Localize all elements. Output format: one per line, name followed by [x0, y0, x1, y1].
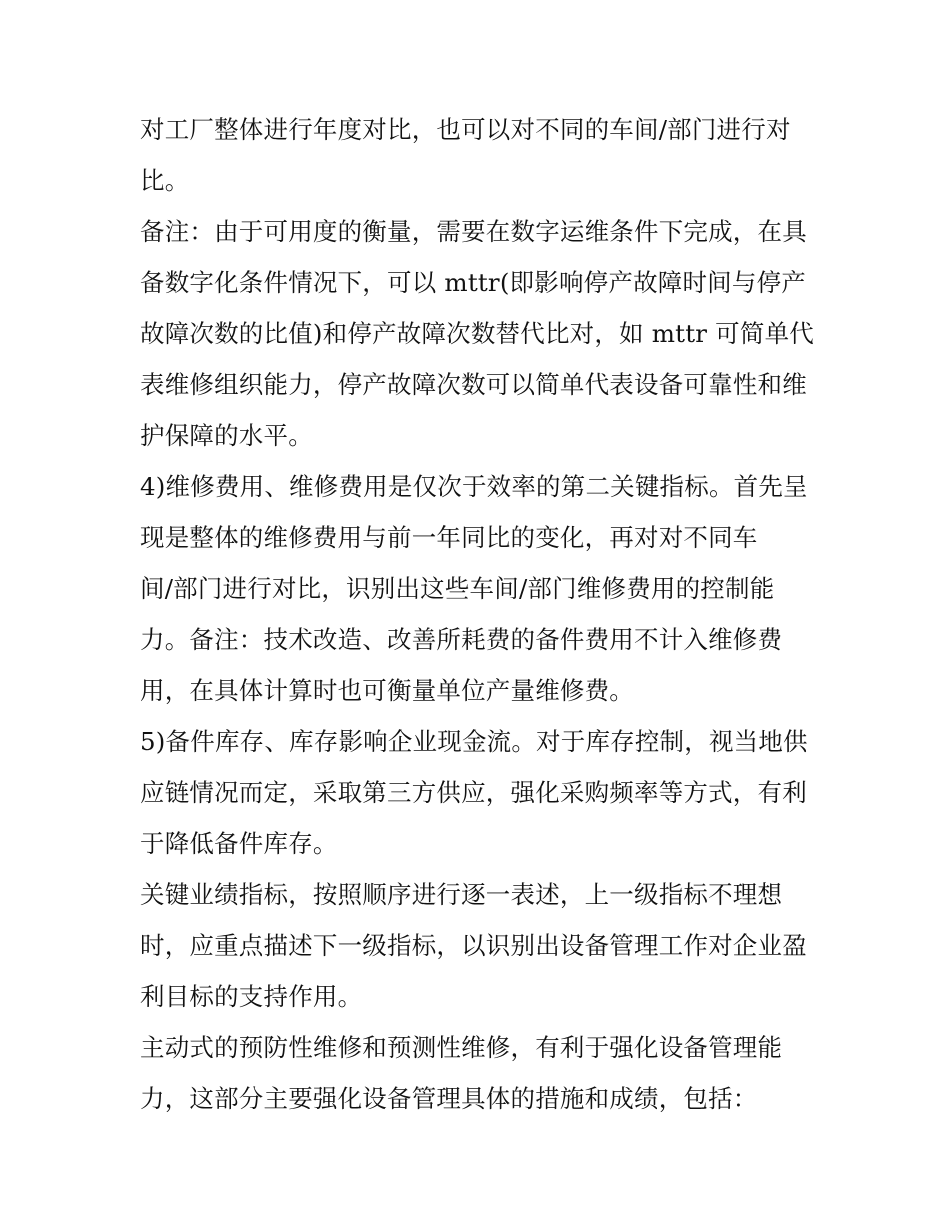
text-line: 力，这部分主要强化设备管理具体的措施和成绩，包括： [140, 1084, 758, 1113]
text-line: 比。 [140, 166, 190, 195]
text-line: 故障次数的比值)和停产故障次数替代比对，如 mttr 可简单代 [140, 319, 814, 348]
text-line: 力。备注：技术改造、改善所耗费的备件费用不计入维修费 [140, 625, 783, 654]
text-line: 于降低备件库存。 [140, 829, 338, 858]
text-line: 5)备件库存、库存影响企业现金流。对于库存控制，视当地供 [140, 727, 808, 756]
text-line: 备数字化条件情况下，可以 mttr(即影响停产故障时间与停产 [140, 268, 806, 297]
text-line: 表维修组织能力，停产故障次数可以简单代表设备可靠性和维 [140, 370, 807, 399]
text-line: 用，在具体计算时也可衡量单位产量维修费。 [140, 676, 634, 705]
text-line: 关键业绩指标，按照顺序进行逐一表述，上一级指标不理想 [140, 880, 783, 909]
text-line: 应链情况而定，采取第三方供应，强化采购频率等方式，有利 [140, 778, 807, 807]
text-line: 备注：由于可用度的衡量，需要在数字运维条件下完成，在具 [140, 217, 807, 246]
text-line: 时，应重点描述下一级指标，以识别出设备管理工作对企业盈 [140, 931, 807, 960]
text-line: 现是整体的维修费用与前一年同比的变化，再对对不同车 [140, 523, 758, 552]
text-line: 护保障的水平。 [140, 421, 313, 450]
text-line: 4)维修费用、维修费用是仅次于效率的第二关键指标。首先呈 [140, 472, 808, 501]
text-line: 间/部门进行对比，识别出这些车间/部门维修费用的控制能 [140, 574, 775, 603]
text-line: 对工厂整体进行年度对比，也可以对不同的车间/部门进行对 [140, 115, 791, 144]
text-line: 利目标的支持作用。 [140, 982, 363, 1011]
text-line: 主动式的预防性维修和预测性维修，有利于强化设备管理能 [140, 1033, 783, 1062]
